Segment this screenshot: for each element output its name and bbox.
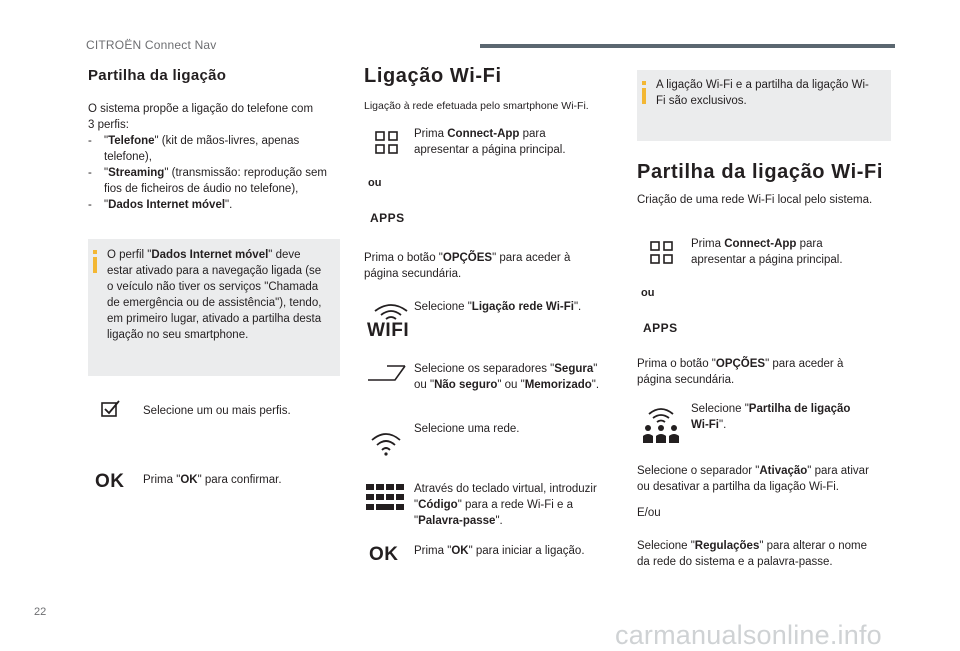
heading-ligacao-wifi: Ligação Wi-Fi	[364, 65, 502, 87]
step-keyboard: Através do teclado virtual, introduzir "Código" para a rede Wi-Fi e a "Palavra-passe".	[414, 483, 597, 527]
profile-list	[88, 133, 348, 213]
info-box-exclusive	[637, 70, 891, 141]
step-tabs: Selecione os separadores "Segura" ou "Não seguro" ou "Memorizado".	[414, 363, 600, 391]
step-options: Prima o botão "OPÇÕES" para aceder à página secundária.	[637, 358, 844, 386]
ok-icon: OK	[95, 471, 125, 492]
apps-icon: APPS	[370, 211, 405, 225]
connect-app-icon	[375, 131, 399, 155]
info-icon	[93, 250, 97, 254]
list-item: - "Telefone" (kit de mãos-livres, apenas telefone),	[88, 135, 300, 163]
profile-name: Dados Internet móvel	[108, 199, 226, 211]
step-connect-app: Prima Connect-App para apresentar a página principal.	[691, 238, 843, 266]
step-start-connection: Prima "OK" para iniciar a ligação.	[414, 545, 585, 557]
apps-icon: APPS	[643, 321, 678, 335]
wifi-subtitle: Ligação à rede efetuada pelo smartphone Wi-Fi.	[364, 100, 589, 112]
checkbox-icon	[101, 400, 121, 418]
list-item: - "Dados Internet móvel".	[88, 199, 233, 211]
profile-name: Telefone	[108, 135, 155, 147]
heading-partilha-ligacao: Partilha da ligação	[88, 67, 227, 84]
step-connect-app: Prima Connect-App para apresentar a página principal.	[414, 128, 566, 156]
col3-intro: Criação de uma rede Wi-Fi local pelo sistema.	[637, 194, 873, 206]
keyboard-icon	[366, 484, 404, 510]
col1-intro	[88, 101, 348, 213]
label-ou: ou	[641, 287, 655, 299]
page-number: 22	[34, 606, 47, 618]
wifi-network-icon	[370, 432, 402, 456]
step-confirm: Prima "OK" para confirmar.	[143, 474, 282, 486]
watermark: carmanualsonline.info	[615, 620, 882, 650]
list-dash: -	[88, 199, 92, 211]
intro-line-1: O sistema propõe a ligação do telefone com	[88, 103, 314, 115]
wifi-signal-icon	[372, 302, 410, 320]
wifi-share-icon	[642, 406, 680, 444]
step-select-network: Selecione uma rede.	[414, 423, 520, 435]
ok-icon: OK	[369, 544, 399, 565]
step-options: Prima o botão "OPÇÕES" para aceder à página secundária.	[364, 252, 571, 280]
profile-name: Streaming	[108, 167, 165, 179]
info-box-perfil	[88, 239, 340, 376]
label-ou: ou	[368, 177, 382, 189]
info-text: O perfil "Dados Internet móvel" deve estar ativado para a navegação ligada (se o veículo não tiver os serviços "Chamada de emergência ou de assistência"), tendo, em primeiro lugar, ativado a partilha desta ligação no seu smartphone.	[107, 249, 322, 341]
list-dash: -	[88, 135, 92, 147]
header-bar	[480, 44, 895, 48]
step-share: Selecione "Partilha de ligação Wi-Fi".	[691, 403, 851, 431]
heading-partilha-wifi: Partilha da ligação Wi-Fi	[637, 161, 883, 183]
list-item: - "Streaming" (transmissão: reprodução sem fios de ficheiros de áudio no telefone),	[88, 167, 327, 195]
connect-app-icon	[650, 241, 674, 265]
label-eou: E/ou	[637, 507, 661, 519]
list-dash: -	[88, 167, 92, 179]
info-icon-bar	[642, 88, 646, 104]
info-icon	[642, 81, 646, 85]
wifi-label-icon: WIFI	[367, 320, 410, 341]
info-icon-bar	[93, 257, 97, 273]
step-activation: Selecione o separador "Ativação" para ativar ou desativar a partilha da ligação Wi-Fi.	[637, 465, 869, 493]
step-settings: Selecione "Regulações" para alterar o nome da rede do sistema e a palavra-passe.	[637, 540, 867, 568]
step-select-profiles: Selecione um ou mais perfis.	[143, 405, 291, 417]
info-text: A ligação Wi-Fi e a partilha da ligação Wi- Fi são exclusivos.	[656, 79, 869, 107]
step-select-wifi: Selecione "Ligação rede Wi-Fi".	[414, 301, 582, 313]
intro-line-2: 3 perfis:	[88, 119, 129, 131]
tabs-icon	[367, 364, 407, 382]
header-title: CITROËN Connect Nav	[86, 38, 217, 52]
